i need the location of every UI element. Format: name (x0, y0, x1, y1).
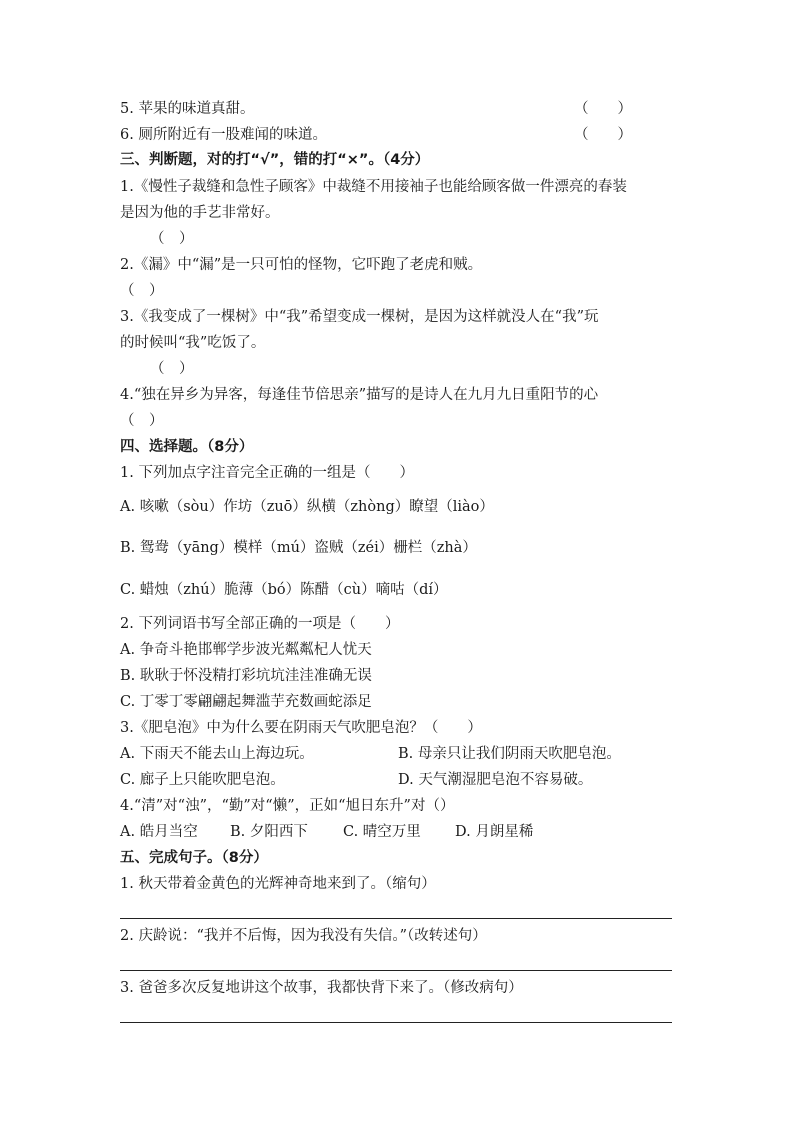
answer-line-2[interactable] (120, 970, 672, 971)
judge-q4: 4.“独在异乡为异客，每逢佳节倍思亲”描写的是诗人在九月九日重阳节的心 (120, 387, 599, 403)
judge-q3-line2: 的时候叫“我”吃饭了。 (120, 335, 266, 351)
judge-q1-line2: 是因为他的手艺非常好。 (120, 205, 280, 221)
choice-q3-option-b: B. 母亲只让我们阴雨天吹肥皂泡。 (398, 746, 621, 762)
choice-q1-option-a: A. 咳嗽（sòu）作坊（zuō）纵横（zhòng）瞭望（liào） (120, 499, 494, 515)
sentence-q1: 1. 秋天带着金黄色的光辉神奇地来到了。（缩句） (120, 876, 436, 892)
section-4-heading: 四、选择题。（8分） (120, 439, 254, 455)
answer-paren-6: （ ） (574, 127, 632, 143)
choice-q1-option-b: B. 鸳鸯（yāng）模样（mú）盗贼（zéi）栅栏（zhà） (120, 540, 477, 556)
choice-q1: 1. 下列加点字注音完全正确的一组是（ ） (120, 465, 414, 481)
judge-q3-line1: 3.《我变成了一棵树》中“我”希望变成一棵树，是因为这样就没人在“我”玩 (120, 309, 599, 325)
choice-q2-option-a: A. 争奇斗艳邯郸学步波光粼粼杞人忧天 (120, 642, 372, 658)
answer-line-1[interactable] (120, 918, 672, 919)
choice-q4-option-b: B. 夕阳西下 (230, 824, 308, 840)
item-5: 5. 苹果的味道真甜。 (120, 101, 255, 117)
choice-q3-option-d: D. 天气潮湿肥皂泡不容易破。 (398, 772, 593, 788)
answer-line-3[interactable] (120, 1022, 672, 1023)
choice-q4-option-d: D. 月朗星稀 (455, 824, 534, 840)
judge-q3-paren: （ ） (150, 361, 194, 377)
choice-q2-option-c: C. 丁零丁零翩翩起舞滥芋充数画蛇添足 (120, 694, 372, 710)
choice-q4-option-c: C. 晴空万里 (343, 824, 421, 840)
section-5-heading: 五、完成句子。（8分） (120, 850, 268, 866)
judge-q2-paren: （ ） (120, 283, 164, 299)
choice-q1-option-c: C. 蜡烛（zhú）脆薄（bó）陈醋（cù）嘀咕（dí） (120, 582, 448, 598)
answer-paren-5: （ ） (574, 101, 632, 117)
choice-q3-option-a: A. 下雨天不能去山上海边玩。 (120, 746, 314, 762)
choice-q3: 3.《肥皂泡》中为什么要在阴雨天气吹肥皂泡？（ ） (120, 720, 482, 736)
judge-q4-paren: （ ） (120, 413, 164, 429)
choice-q2: 2. 下列词语书写全部正确的一项是（ ） (120, 616, 400, 632)
item-6: 6. 厕所附近有一股难闻的味道。 (120, 127, 327, 143)
sentence-q2: 2. 庆龄说：“我并不后悔，因为我没有失信。”（改转述句） (120, 928, 487, 944)
section-3-heading: 三、判断题，对的打“√”，错的打“×”。（4分） (120, 152, 430, 168)
choice-q4: 4.“清”对“浊”，“勤”对“懒”，正如“旭日东升”对（） (120, 798, 455, 814)
choice-q4-option-a: A. 皓月当空 (120, 824, 198, 840)
sentence-q3: 3. 爸爸多次反复地讲这个故事，我都快背下来了。（修改病句） (120, 980, 523, 996)
judge-q1-line1: 1.《慢性子裁缝和急性子顾客》中裁缝不用接袖子也能给顾客做一件漂亮的春装 (120, 179, 627, 195)
choice-q3-option-c: C. 廊子上只能吹肥皂泡。 (120, 772, 285, 788)
judge-q2: 2.《漏》中“漏”是一只可怕的怪物，它吓跑了老虎和贼。 (120, 257, 483, 273)
choice-q2-option-b: B. 耿耿于怀没精打彩坑坑洼洼准确无误 (120, 668, 372, 684)
judge-q1-paren: （ ） (150, 231, 194, 247)
